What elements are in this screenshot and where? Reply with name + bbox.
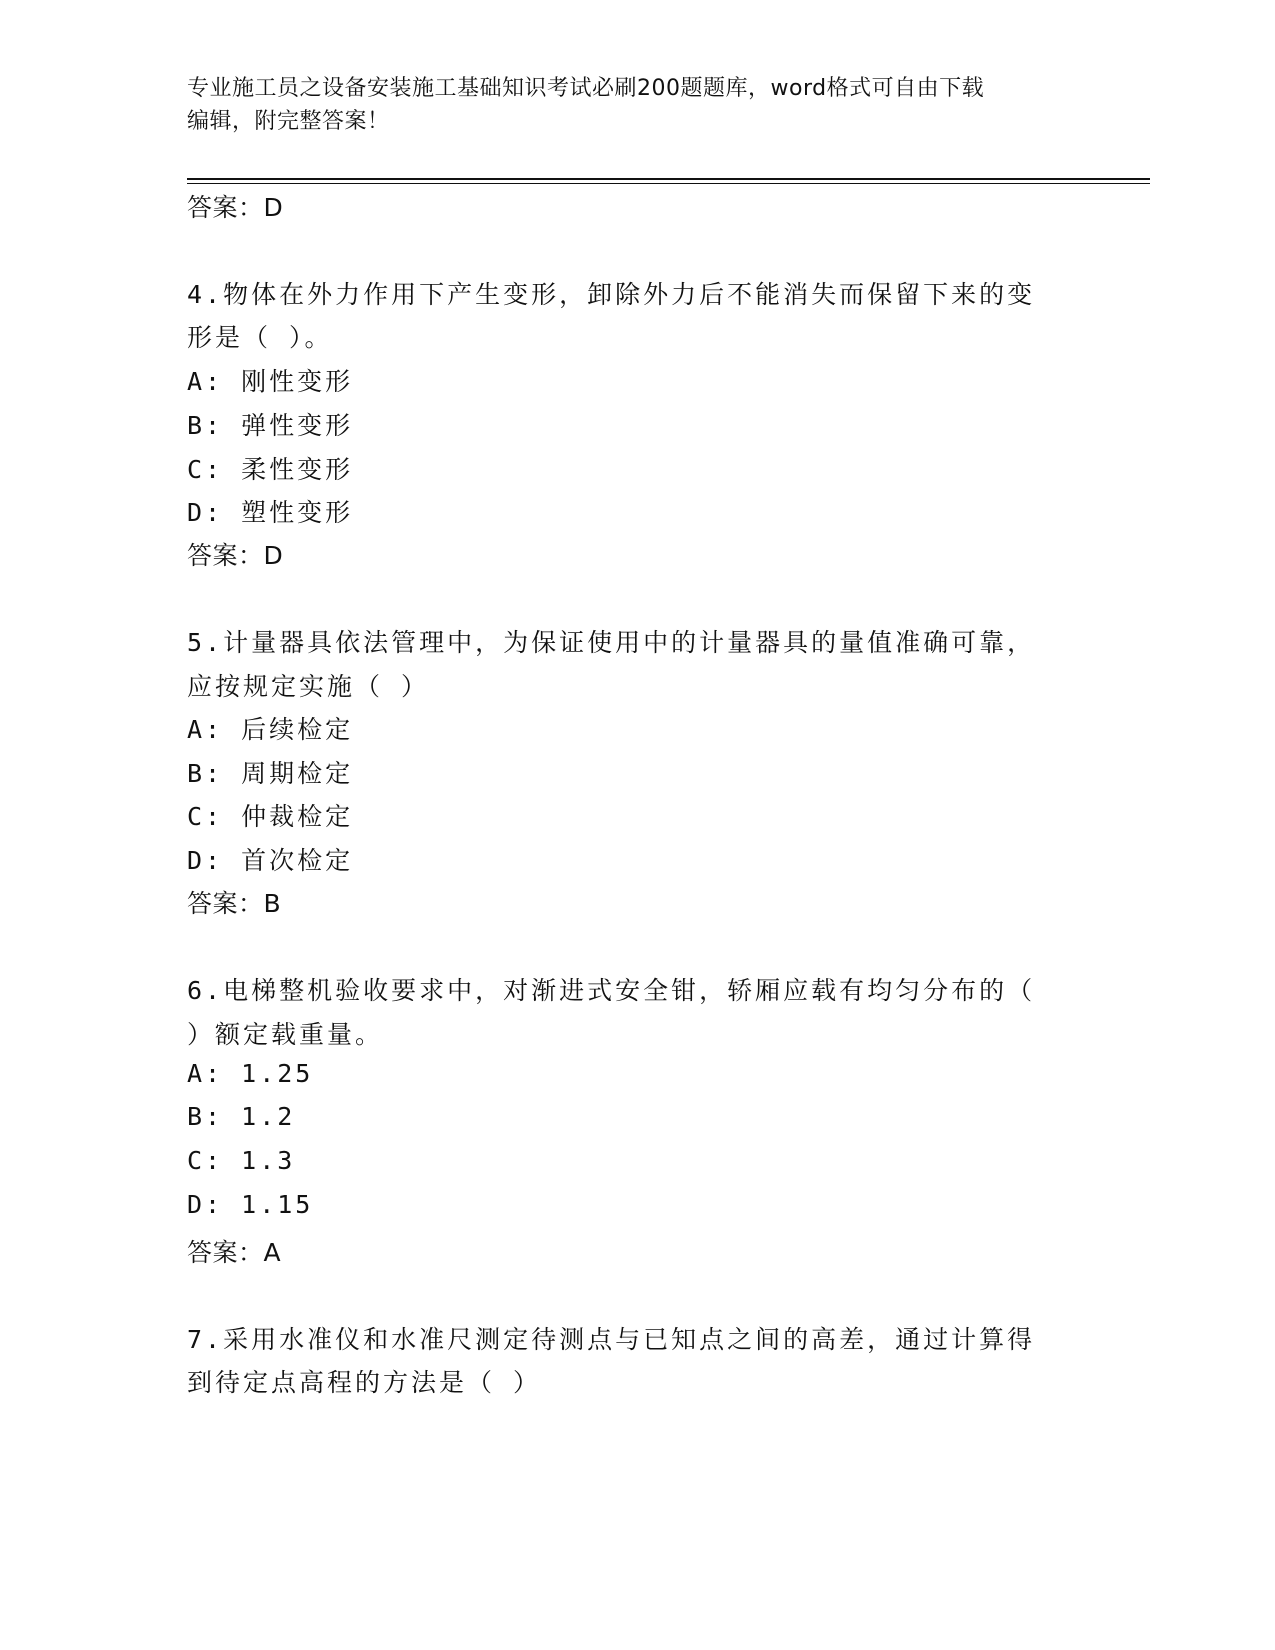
question-5-stem-line-2: 应按规定实施（ ） [187,672,430,701]
header-divider-thin [187,183,1150,184]
header-line-1: 专业施工员之设备安装施工基础知识考试必刷200题题库，word格式可自由下载 [187,76,985,101]
question-6-option-b: B: 1.2 [187,1102,296,1131]
page-header [187,72,1087,138]
question-6-stem-line-1: 6.电梯整机验收要求中，对渐进式安全钳，轿厢应载有均匀分布的（ [187,976,1036,1005]
question-6-option-c: C: 1.3 [187,1146,296,1175]
question-4-stem-line-2: 形是（ ）。 [187,323,333,352]
question-5-option-c: C: 仲裁检定 [187,802,354,831]
previous-answer: 答案：D [187,193,284,222]
question-5-answer: 答案：B [187,889,282,918]
question-7-stem-line-1: 7.采用水准仪和水准尺测定待测点与已知点之间的高差，通过计算得 [187,1325,1036,1354]
question-6-stem-line-2: ）额定载重量。 [187,1020,384,1049]
question-7-stem-line-2: 到待定点高程的方法是（ ） [187,1368,542,1397]
question-5-option-a: A: 后续检定 [187,715,354,744]
question-4-option-b: B: 弹性变形 [187,411,354,440]
question-6-option-a: A: 1.25 [187,1059,314,1088]
header-line-2: 编辑，附完整答案！ [187,109,390,134]
question-5-option-b: B: 周期检定 [187,759,354,788]
question-4-option-c: C: 柔性变形 [187,455,354,484]
question-5-stem-line-1: 5.计量器具依法管理中，为保证使用中的计量器具的量值准确可靠， [187,628,1036,657]
question-4-option-a: A: 刚性变形 [187,367,354,396]
header-divider-thick [187,178,1150,180]
question-6-answer: 答案：A [187,1238,282,1267]
question-5-option-d: D: 首次检定 [187,846,354,875]
question-4-stem-line-1: 4.物体在外力作用下产生变形，卸除外力后不能消失而保留下来的变 [187,280,1036,309]
question-6-option-d: D: 1.15 [187,1190,314,1219]
question-4-option-d: D: 塑性变形 [187,498,354,527]
question-4-answer: 答案：D [187,541,284,570]
